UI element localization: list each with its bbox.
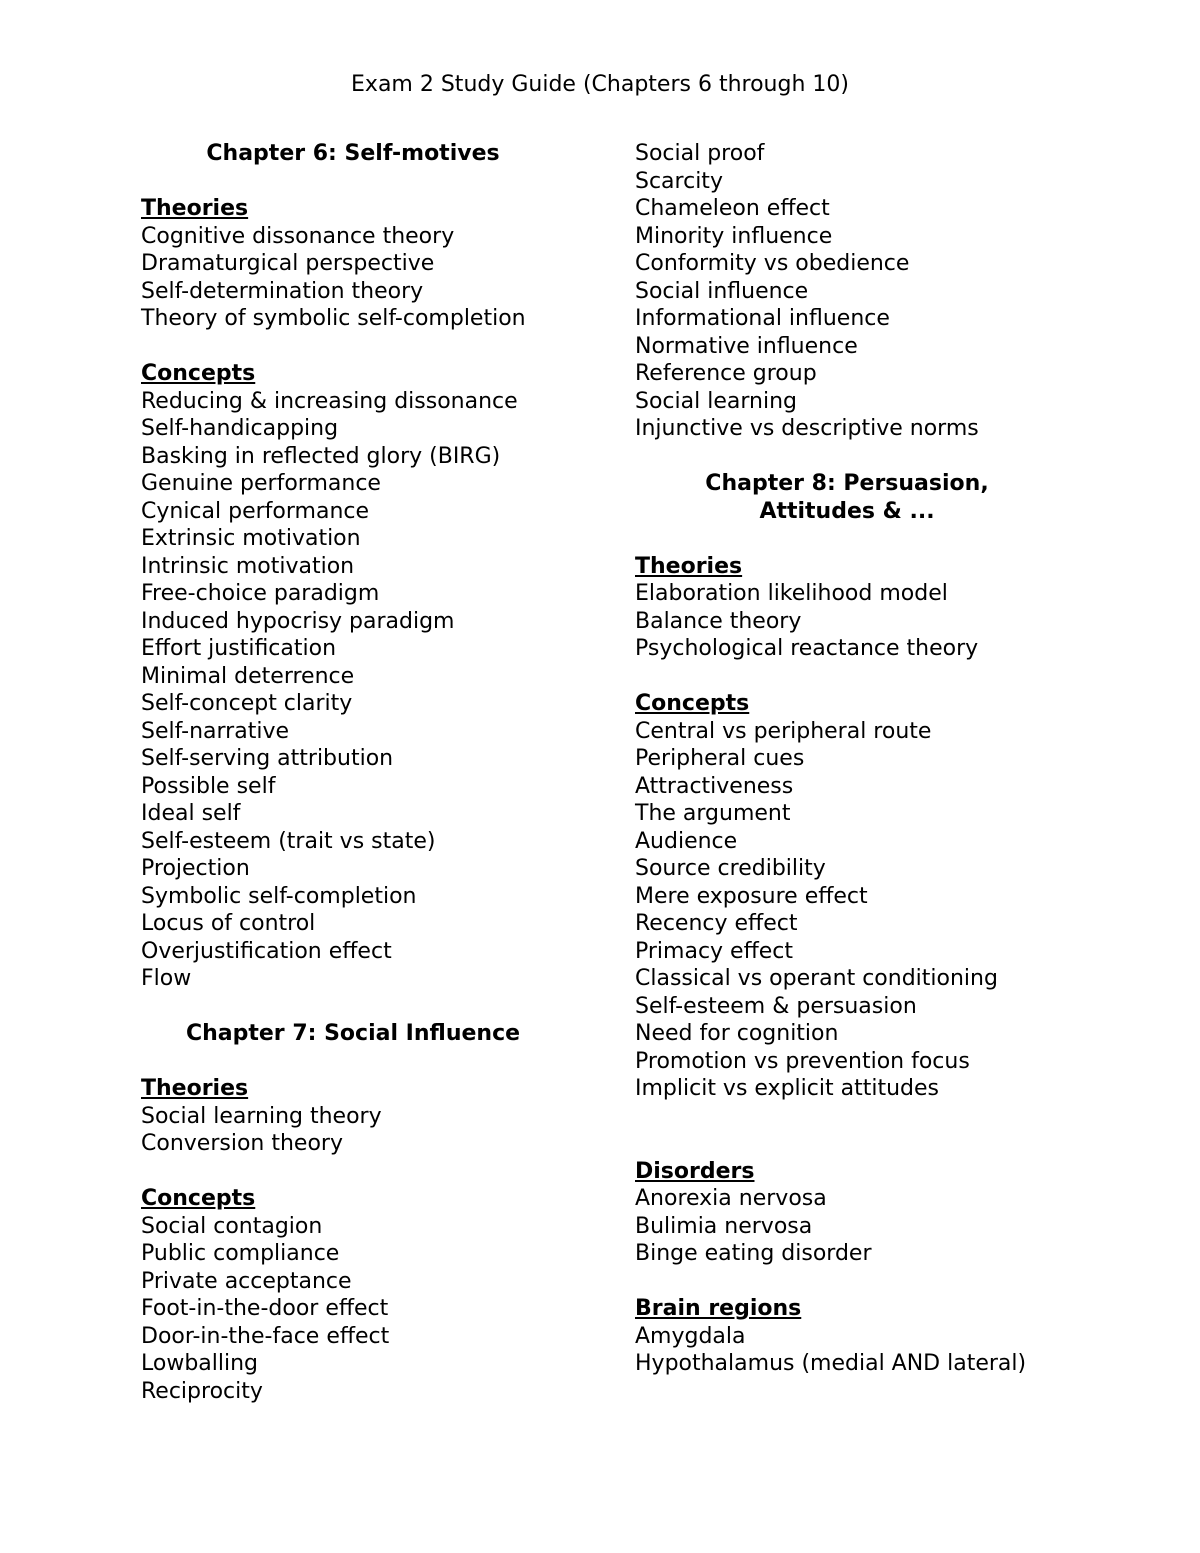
chapter-7-concepts-list-right bbox=[635, 140, 1065, 443]
list-item: Source credibility bbox=[635, 856, 826, 881]
list-item: Free-choice paradigm bbox=[141, 581, 380, 606]
list-item: Recency effect bbox=[635, 911, 798, 936]
list-item: Informational influence bbox=[635, 306, 890, 331]
list-item: Self-determination theory bbox=[141, 278, 424, 304]
list-item: Reducing & increasing dissonance bbox=[141, 388, 518, 414]
list-item: Extrinsic motivation bbox=[141, 526, 361, 551]
chapter-8-concepts-list bbox=[635, 718, 1065, 1103]
disorders-heading: Disorders bbox=[635, 1158, 755, 1184]
chapter-6-theories-list bbox=[141, 223, 561, 333]
chapter-7-theories-heading: Theories bbox=[141, 1076, 249, 1101]
chapter-6-concepts-heading: Concepts bbox=[141, 361, 256, 386]
chapter-6-concepts-list bbox=[141, 388, 561, 993]
list-item: Peripheral cues bbox=[635, 746, 805, 771]
list-item: Conversion theory bbox=[141, 1131, 343, 1156]
list-item: Self-serving attribution bbox=[141, 746, 394, 771]
list-item: Implicit vs explicit attitudes bbox=[635, 1076, 939, 1101]
list-item: Basking in reflected glory (BIRG) bbox=[141, 443, 501, 469]
list-item: Mere exposure effect bbox=[635, 883, 868, 909]
list-item: Chameleon effect bbox=[635, 196, 830, 221]
chapter-7-heading: Chapter 7: Social Influence bbox=[185, 1021, 521, 1046]
list-item: Social learning theory bbox=[141, 1103, 382, 1129]
right-column bbox=[635, 140, 1065, 1378]
list-item: Balance theory bbox=[635, 608, 802, 634]
chapter-7-concepts-heading: Concepts bbox=[141, 1186, 256, 1211]
list-item: Minimal deterrence bbox=[141, 663, 355, 689]
list-item: Reciprocity bbox=[141, 1378, 263, 1404]
list-item: Reference group bbox=[635, 361, 817, 386]
list-item: Self-esteem (trait vs state) bbox=[141, 828, 436, 854]
list-item: Elaboration likelihood model bbox=[635, 581, 948, 606]
list-item: Anorexia nervosa bbox=[635, 1186, 827, 1211]
list-item: Public compliance bbox=[141, 1241, 340, 1266]
list-item: Social proof bbox=[635, 141, 765, 166]
list-item: Social learning bbox=[635, 388, 797, 414]
list-item: Binge eating disorder bbox=[635, 1241, 872, 1266]
list-item: The argument bbox=[635, 801, 791, 826]
brain-regions-list bbox=[635, 1323, 1065, 1378]
list-item: Social influence bbox=[635, 278, 809, 304]
list-item: Self-handicapping bbox=[141, 416, 339, 441]
list-item: Self-narrative bbox=[141, 718, 289, 744]
list-item: Bulimia nervosa bbox=[635, 1213, 813, 1239]
list-item: Self-esteem & persuasion bbox=[635, 993, 917, 1019]
list-item: Induced hypocrisy paradigm bbox=[141, 608, 455, 634]
list-item: Locus of control bbox=[141, 911, 316, 936]
list-item: Promotion vs prevention focus bbox=[635, 1048, 970, 1074]
list-item: Door-in-the-face effect bbox=[141, 1323, 390, 1349]
list-item: Symbolic self-completion bbox=[141, 883, 417, 909]
list-item: Scarcity bbox=[635, 168, 723, 194]
list-item: Flow bbox=[141, 966, 192, 991]
list-item: Need for cognition bbox=[635, 1021, 839, 1046]
list-item: Cynical performance bbox=[141, 498, 370, 524]
list-item: Central vs peripheral route bbox=[635, 718, 932, 744]
list-item: Possible self bbox=[141, 773, 276, 799]
disorders-list bbox=[635, 1185, 1065, 1268]
list-item: Intrinsic motivation bbox=[141, 553, 355, 579]
list-item: Hypothalamus (medial AND lateral) bbox=[635, 1351, 1027, 1376]
list-item: Normative influence bbox=[635, 333, 858, 359]
chapter-8-theories-list bbox=[635, 580, 1065, 663]
chapter-7-concepts-list-left bbox=[141, 1213, 561, 1406]
list-item: Primacy effect bbox=[635, 938, 794, 964]
list-item: Social contagion bbox=[141, 1213, 323, 1239]
page-title: Exam 2 Study Guide (Chapters 6 through 10) bbox=[351, 72, 849, 97]
list-item: Attractiveness bbox=[635, 773, 794, 799]
chapter-8-theories-heading: Theories bbox=[635, 553, 743, 579]
list-item: Foot-in-the-door effect bbox=[141, 1296, 389, 1321]
list-item: Amygdala bbox=[635, 1323, 746, 1349]
list-item: Projection bbox=[141, 856, 250, 881]
list-item: Overjustification effect bbox=[141, 938, 392, 964]
left-column bbox=[141, 140, 561, 1405]
chapter-8-heading-line-1: Chapter 8: Persuasion, bbox=[705, 471, 989, 496]
list-item: Ideal self bbox=[141, 801, 241, 826]
list-item: Theory of symbolic self-completion bbox=[141, 306, 526, 331]
list-item: Cognitive dissonance theory bbox=[141, 223, 455, 249]
chapter-7-theories-list bbox=[141, 1103, 561, 1158]
brain-regions-heading: Brain regions bbox=[635, 1296, 802, 1321]
list-item: Genuine performance bbox=[141, 471, 381, 496]
list-item: Dramaturgical perspective bbox=[141, 251, 435, 276]
list-item: Self-concept clarity bbox=[141, 691, 353, 716]
chapter-6-heading: Chapter 6: Self-motives bbox=[206, 141, 500, 166]
chapter-8-concepts-heading: Concepts bbox=[635, 691, 750, 716]
list-item: Conformity vs obedience bbox=[635, 251, 910, 276]
list-item: Injunctive vs descriptive norms bbox=[635, 416, 979, 441]
list-item: Psychological reactance theory bbox=[635, 636, 979, 661]
list-item: Classical vs operant conditioning bbox=[635, 966, 998, 991]
list-item: Minority influence bbox=[635, 223, 833, 249]
list-item: Lowballing bbox=[141, 1351, 259, 1376]
chapter-6-theories-heading: Theories bbox=[141, 196, 249, 221]
list-item: Effort justification bbox=[141, 636, 337, 661]
list-item: Audience bbox=[635, 828, 738, 854]
list-item: Private acceptance bbox=[141, 1268, 352, 1294]
chapter-8-heading-line-2: Attitudes & ... bbox=[759, 498, 935, 524]
